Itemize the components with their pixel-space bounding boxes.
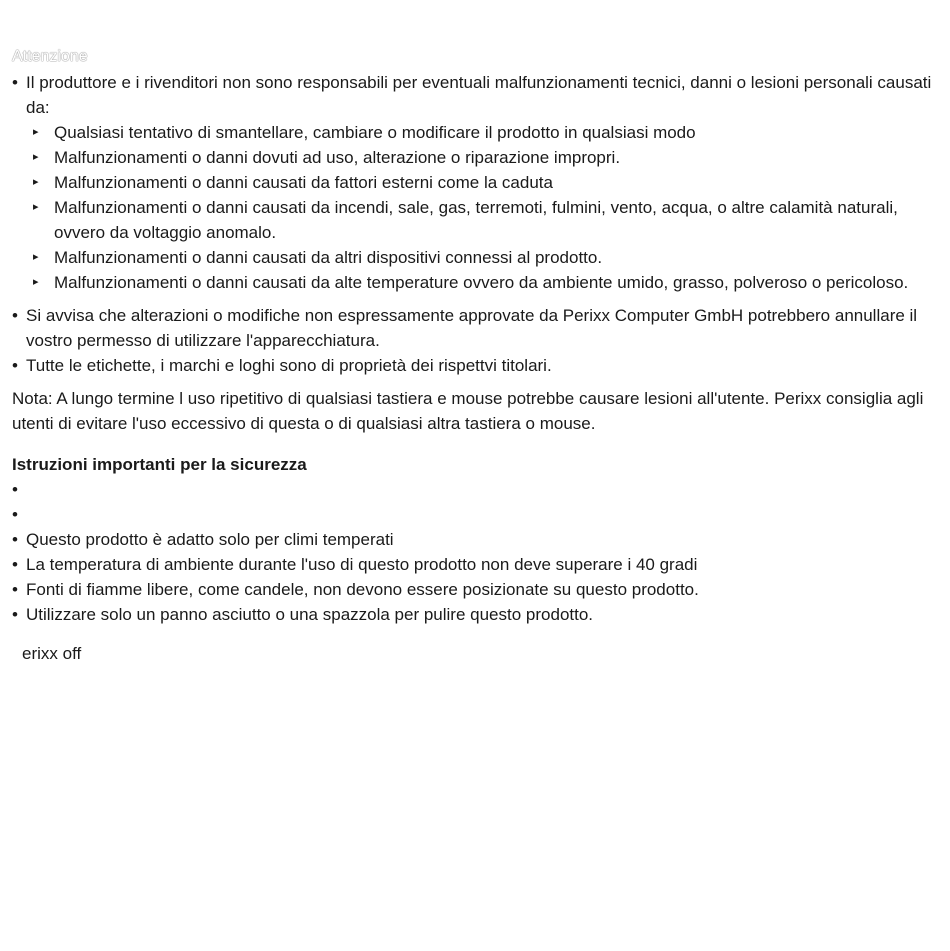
note-paragraph: Nota: A lungo termine l uso ripetitivo di qualsiasi tastiera e mouse potrebbe causare lesioni all'utente. Perixx consiglia agli utenti di evitare l'uso eccessivo di questa o di qualsiasi altra tastiera o mouse. [12,389,924,433]
safety-item-text: Fonti di fiamme libere, come candele, non devono essere posizionate su questo prodotto. [26,580,699,599]
list-item [12,270,942,295]
bullet-marker: • [12,580,18,599]
list-item [12,170,942,195]
list-item-text: Malfunzionamenti o danni causati da incendi, sale, gas, terremoti, fulmini, vento, acqua, o altre calamità naturali, ovvero da voltaggio anomalo. [54,198,898,242]
list-item-text: Malfunzionamenti o danni causati da fattori esterni come la caduta [54,173,553,192]
notice-text: Tutte le etichette, i marchi e loghi sono di proprietà dei rispettvi titolari. [26,356,552,375]
list-item [12,195,942,245]
safety-item-text: Utilizzare solo un panno asciutto o una spazzola per pulire questo prodotto. [26,605,594,624]
safety-heading: Istruzioni importanti per la sicurezza [12,455,307,474]
liability-intro: Il produttore e i rivenditori non sono responsabili per eventuali malfunzionamenti tecnici, danni o lesioni personali causati da: [26,73,932,117]
bullet-marker: • [12,530,18,549]
liability-bullet [12,70,942,120]
safety-item [12,502,942,527]
notice-bullet [12,303,942,353]
bullet-marker: • [12,480,18,499]
triangle-bullet-icon: ▸ [33,151,39,163]
bullet-marker: • [12,356,18,375]
safety-item-text: La temperatura di ambiente durante l'uso di questo prodotto non deve superare i 40 gradi [26,555,698,574]
footer-fragment: erixx off [22,644,82,663]
bullet-marker: • [12,306,18,325]
safety-item [12,602,942,627]
bullet-marker: • [12,505,18,524]
notice-text: Si avvisa che alterazioni o modifiche non espressamente approvate da Perixx Computer GmbH potrebbero annullare il vostro permesso di utilizzare l'apparecchiatura. [26,306,918,350]
triangle-bullet-icon: ▸ [33,126,39,138]
list-item [12,245,942,270]
list-item-text: Malfunzionamenti o danni causati da alte temperature ovvero da ambiente umido, grasso, polveroso o pericoloso. [54,273,909,292]
safety-item [12,552,942,577]
list-item-text: Qualsiasi tentativo di smantellare, cambiare o modificare il prodotto in qualsiasi modo [54,123,696,142]
bullet-marker: • [12,555,18,574]
list-item [12,145,942,170]
attention-title: Attenzione [12,48,88,65]
safety-item [12,577,942,602]
triangle-bullet-icon: ▸ [33,176,39,188]
bullet-marker: • [12,605,18,624]
liability-list [12,120,942,295]
safety-item-text: Questo prodotto è adatto solo per climi temperati [26,530,394,549]
triangle-bullet-icon: ▸ [33,251,39,263]
triangle-bullet-icon: ▸ [33,276,39,288]
safety-item [12,477,942,502]
document-page [12,46,942,666]
list-item-text: Malfunzionamenti o danni dovuti ad uso, alterazione o riparazione impropri. [54,148,621,167]
notice-bullet [12,353,942,378]
bullet-marker: • [12,73,18,92]
list-item [12,120,942,145]
list-item-text: Malfunzionamenti o danni causati da altri dispositivi connessi al prodotto. [54,248,603,267]
safety-item [12,527,942,552]
triangle-bullet-icon: ▸ [33,201,39,213]
